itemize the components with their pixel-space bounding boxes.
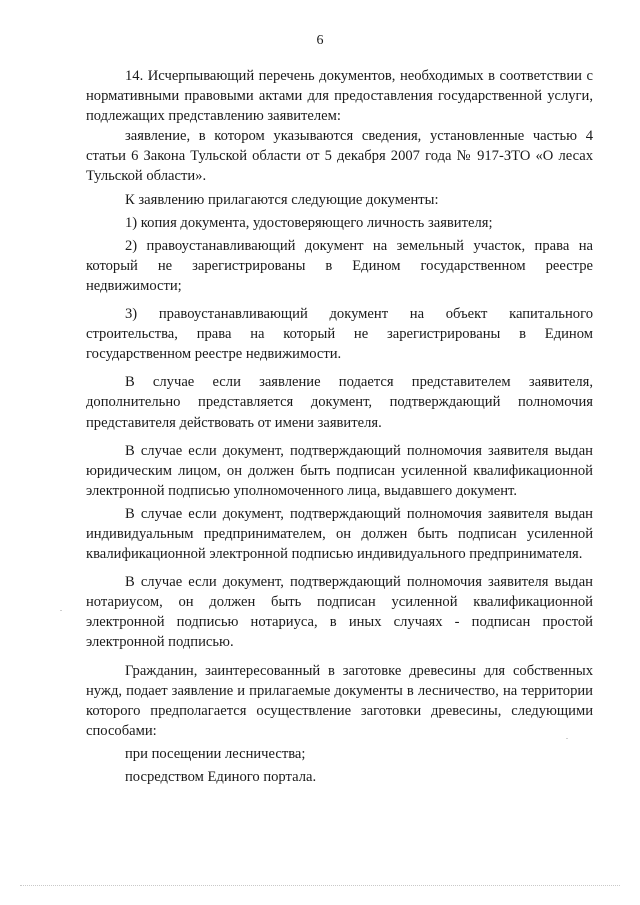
document-body: [86, 66, 593, 787]
list-item-1: 1) копия документа, удостоверяющего личность заявителя;: [125, 214, 493, 231]
paragraph-notary: В случае если документ, подтверждающий полномочия заявителя выдан нотариусом, он должен быть подписан усиленной квалификационной электронной подписью нотариуса, в иных случаях - подписан простой электронной подписью.: [86, 574, 593, 651]
paragraph-application-details: заявление, в котором указываются сведения, установленные частью 4 статьи 6 Закона Тульской области от 5 декабря 2007 года № 917-ЗТО «О лесах Тульской области».: [86, 128, 593, 185]
scan-artifact-dot: [566, 738, 568, 739]
paragraph-14-heading: 14. Исчерпывающий перечень документов, необходимых в соответствии с нормативными правовыми актами для предоставления государственной услуги, подлежащих представлению заявителем:: [86, 68, 593, 125]
paragraph-attachments-intro: К заявлению прилагаются следующие документы:: [125, 191, 439, 208]
list-item-2: 2) правоустанавливающий документ на земельный участок, права на который не зарегистрированы в Едином государственном реестре недвижимости;: [86, 237, 593, 294]
paragraph-representative: В случае если заявление подается представителем заявителя, дополнительно представляется документ, подтверждающий полномочия представителя действовать от имени заявителя.: [86, 374, 593, 431]
method-portal: посредством Единого портала.: [125, 769, 317, 785]
scan-artifact-line: [20, 885, 620, 887]
paragraph-legal-entity: В случае если документ, подтверждающий полномочия заявителя выдан юридическим лицом, он должен быть подписан усиленной квалификационной электронной подписью уполномоченного лица, выдавшего документ.: [86, 442, 593, 499]
scan-artifact-dot: [60, 610, 62, 611]
paragraph-entrepreneur: В случае если документ, подтверждающий полномочия заявителя выдан индивидуальным предпринимателем, он должен быть подписан усиленной квалификационной электронной подписью индивидуального предпринимателя.: [86, 505, 593, 563]
paragraph-citizen: Гражданин, заинтересованный в заготовке древесины для собственных нужд, подает заявление и прилагаемые документы в лесничество, на территории которого предполагается осуществление заготовки древесины, следующими способами:: [86, 662, 593, 739]
list-item-3: 3) правоустанавливающий документ на объект капитального строительства, права на который не зарегистрированы в Едином государственном реестре недвижимости.: [86, 306, 593, 363]
method-visit: при посещении лесничества;: [125, 745, 306, 762]
page-number: 6: [316, 33, 324, 48]
